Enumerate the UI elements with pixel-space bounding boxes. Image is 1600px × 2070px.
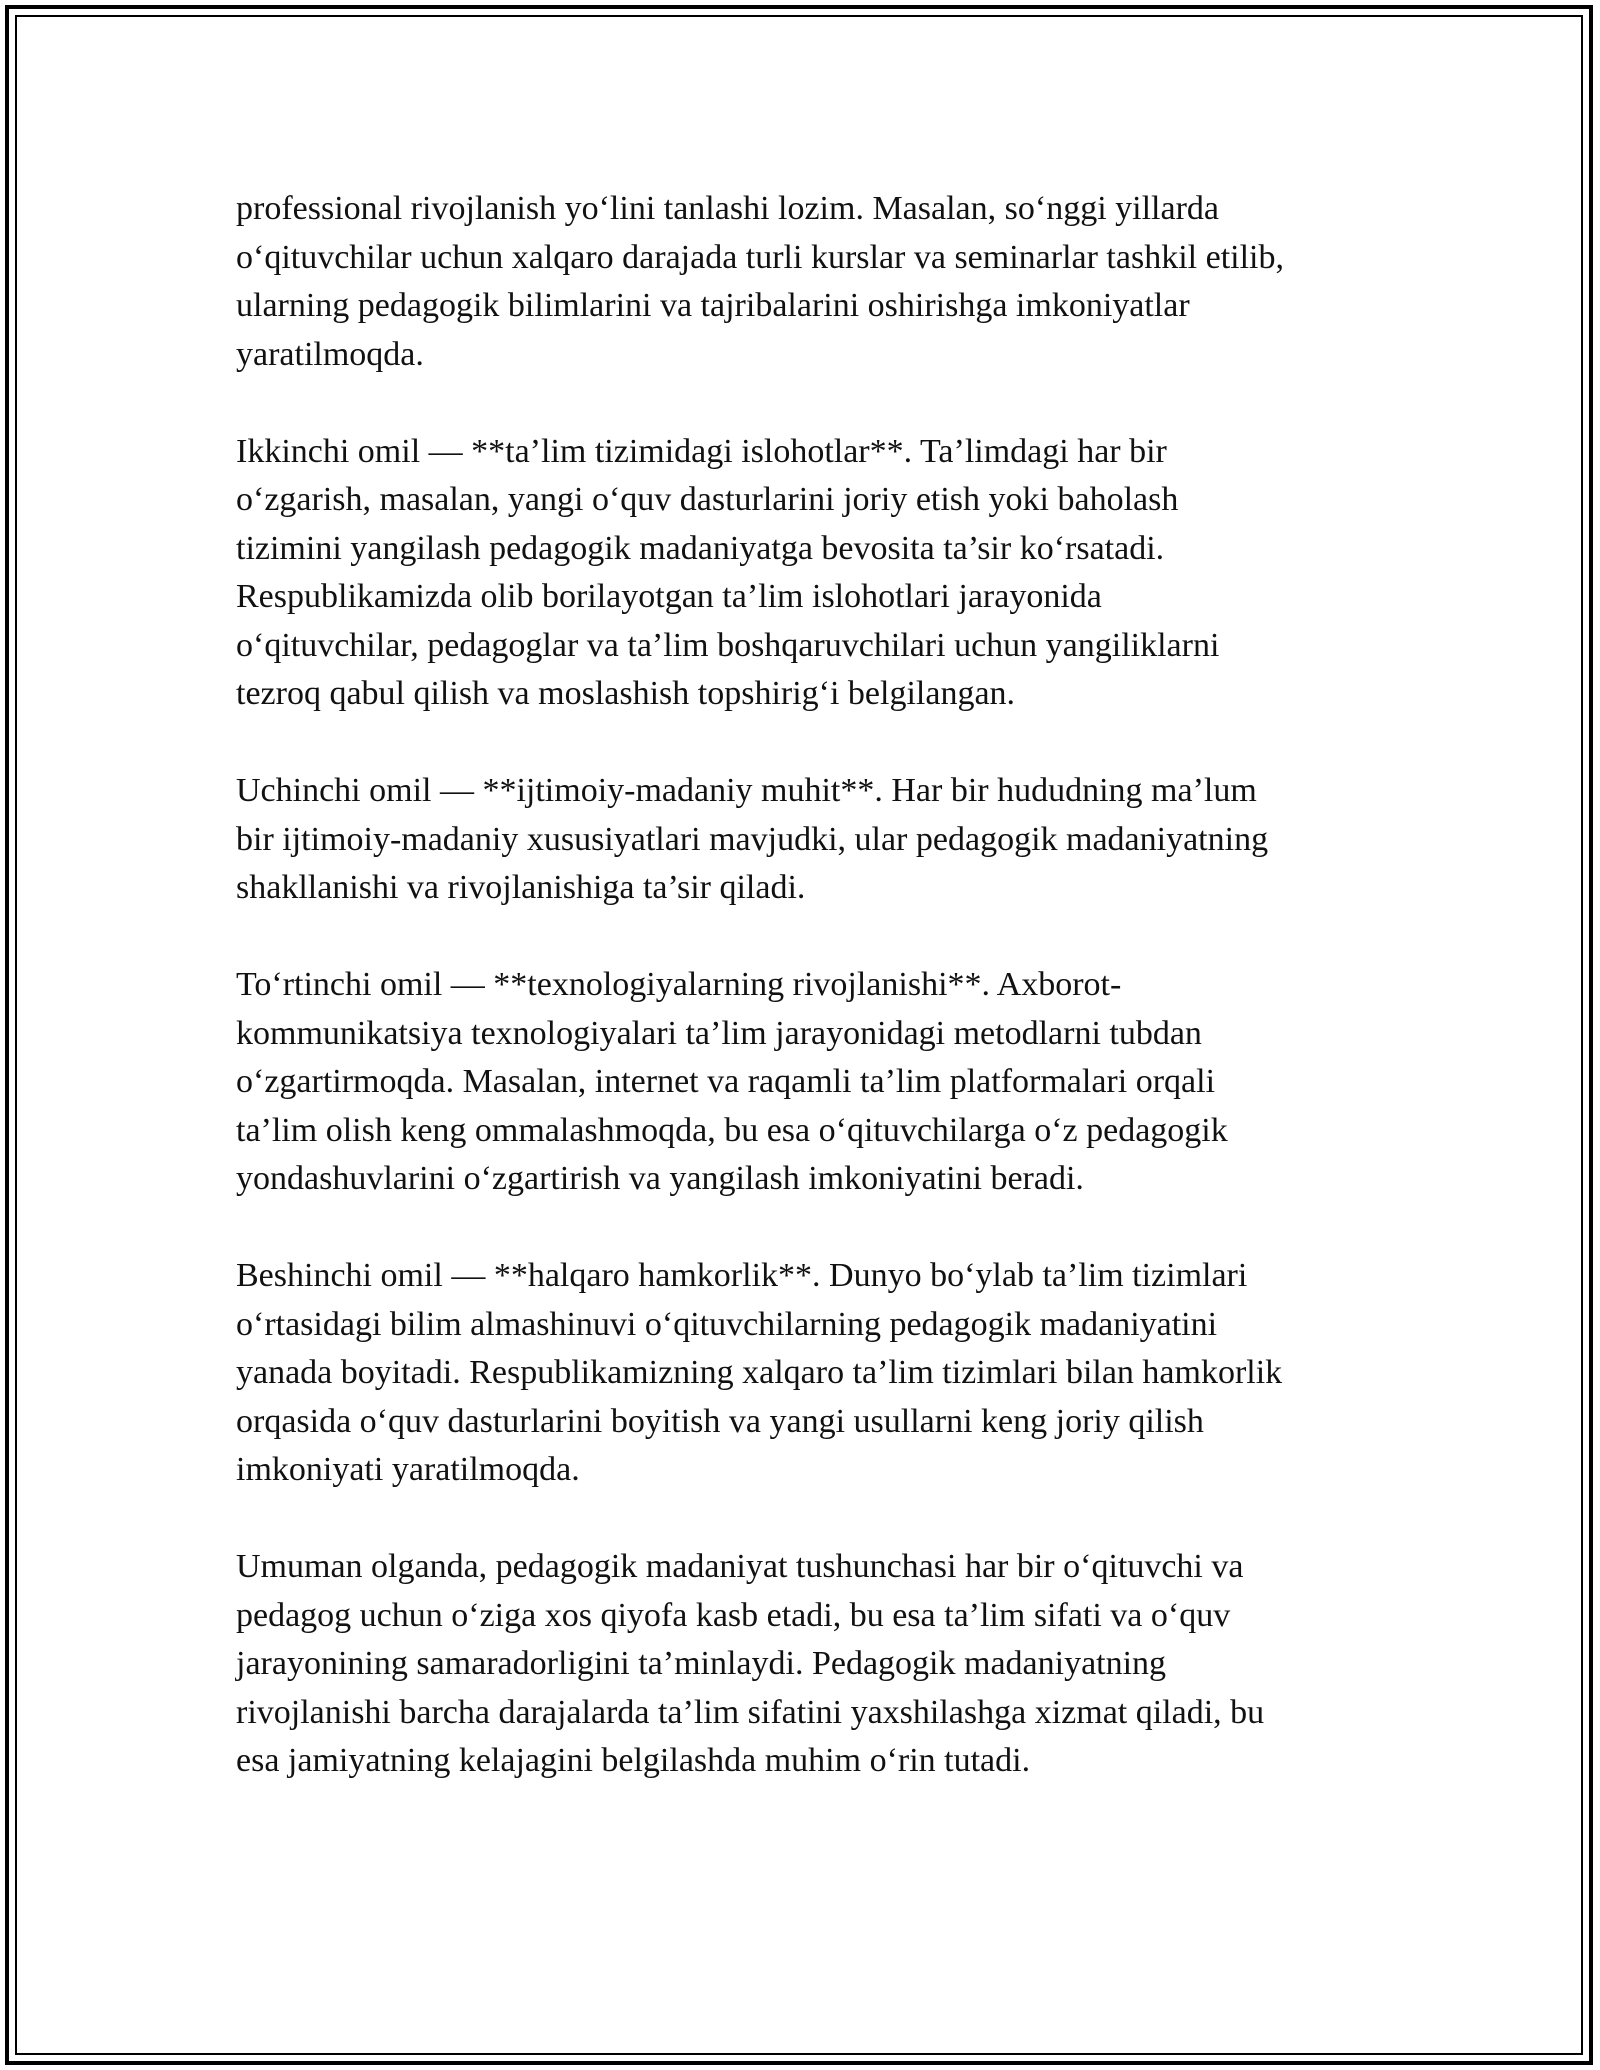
paragraph-conclusion: Umuman olganda, pedagogik madaniyat tushunchasi har bir o‘qituvchi va pedagog uchun o‘ziga xos qiyofa kasb etadi, bu esa ta’lim sifati va o‘quv jarayonining samaradorligini ta’minlaydi. Pedagogik madaniyatning rivojlanishi barcha darajalarda ta’lim sifatini yaxshilashga xizmat qiladi, bu esa jamiyatning kelajagini belgilashda muhim o‘rin tutadi. — [236, 1548, 1265, 1779]
paragraph-technology-development: To‘rtinchi omil — **texnologiyalarning rivojlanishi**. Axborot- kommunikatsiya texnologiyalari ta’lim jarayonidagi metodlarni tubdan o‘zgartirmoqda. Masalan, internet va raqamli ta’lim platformalari orqali ta’lim olish keng ommalashmoqda, bu esa o‘qituvchilarga o‘z pedagogik yondashuvlarini o‘zgartirish va yangilash imkoniyatini beradi. — [236, 966, 1228, 1197]
paragraph-sociocultural-environment: Uchinchi omil — **ijtimoiy-madaniy muhit**. Har bir hududning ma’lum bir ijtimoiy-madaniy xususiyatlari mavjudki, ular pedagogik madaniyatning shakllanishi va rivojlanishiga ta’sir qiladi. — [236, 772, 1269, 906]
paragraph-professional-development: professional rivojlanish yo‘lini tanlashi lozim. Masalan, so‘nggi yillarda o‘qituvchilar uchun xalqaro darajada turli kurslar va seminarlar tashkil etilib, ularning pedagogik bilimlarini va tajribalarini oshirishga imkoniyatlar yaratilmoqda. — [236, 190, 1284, 373]
paragraph-education-reforms: Ikkinchi omil — **ta’lim tizimidagi islohotlar**. Ta’limdagi har bir o‘zgarish, masalan, yangi o‘quv dasturlarini joriy etish yoki baholash tizimini yangilash pedagogik madaniyatga bevosita ta’sir ko‘rsatadi. Respublikamizda olib borilayotgan ta’lim islohotlari jarayonida o‘qituvchilar, pedagoglar va ta’lim boshqaruvchilari uchun yangiliklarni tezroq qabul qilish va moslashish topshirig‘i belgilangan. — [236, 432, 1220, 712]
document-body — [236, 185, 1376, 1786]
paragraph-international-cooperation: Beshinchi omil — **halqaro hamkorlik**. Dunyo bo‘ylab ta’lim tizimlari o‘rtasidagi bilim almashinuvi o‘qituvchilarning pedagogik madaniyatini yanada boyitadi. Respublikamizning xalqaro ta’lim tizimlari bilan hamkorlik orqasida o‘quv dasturlarini boyitish va yangi usullarni keng joriy qilish imkoniyati yaratilmoqda. — [236, 1257, 1283, 1488]
